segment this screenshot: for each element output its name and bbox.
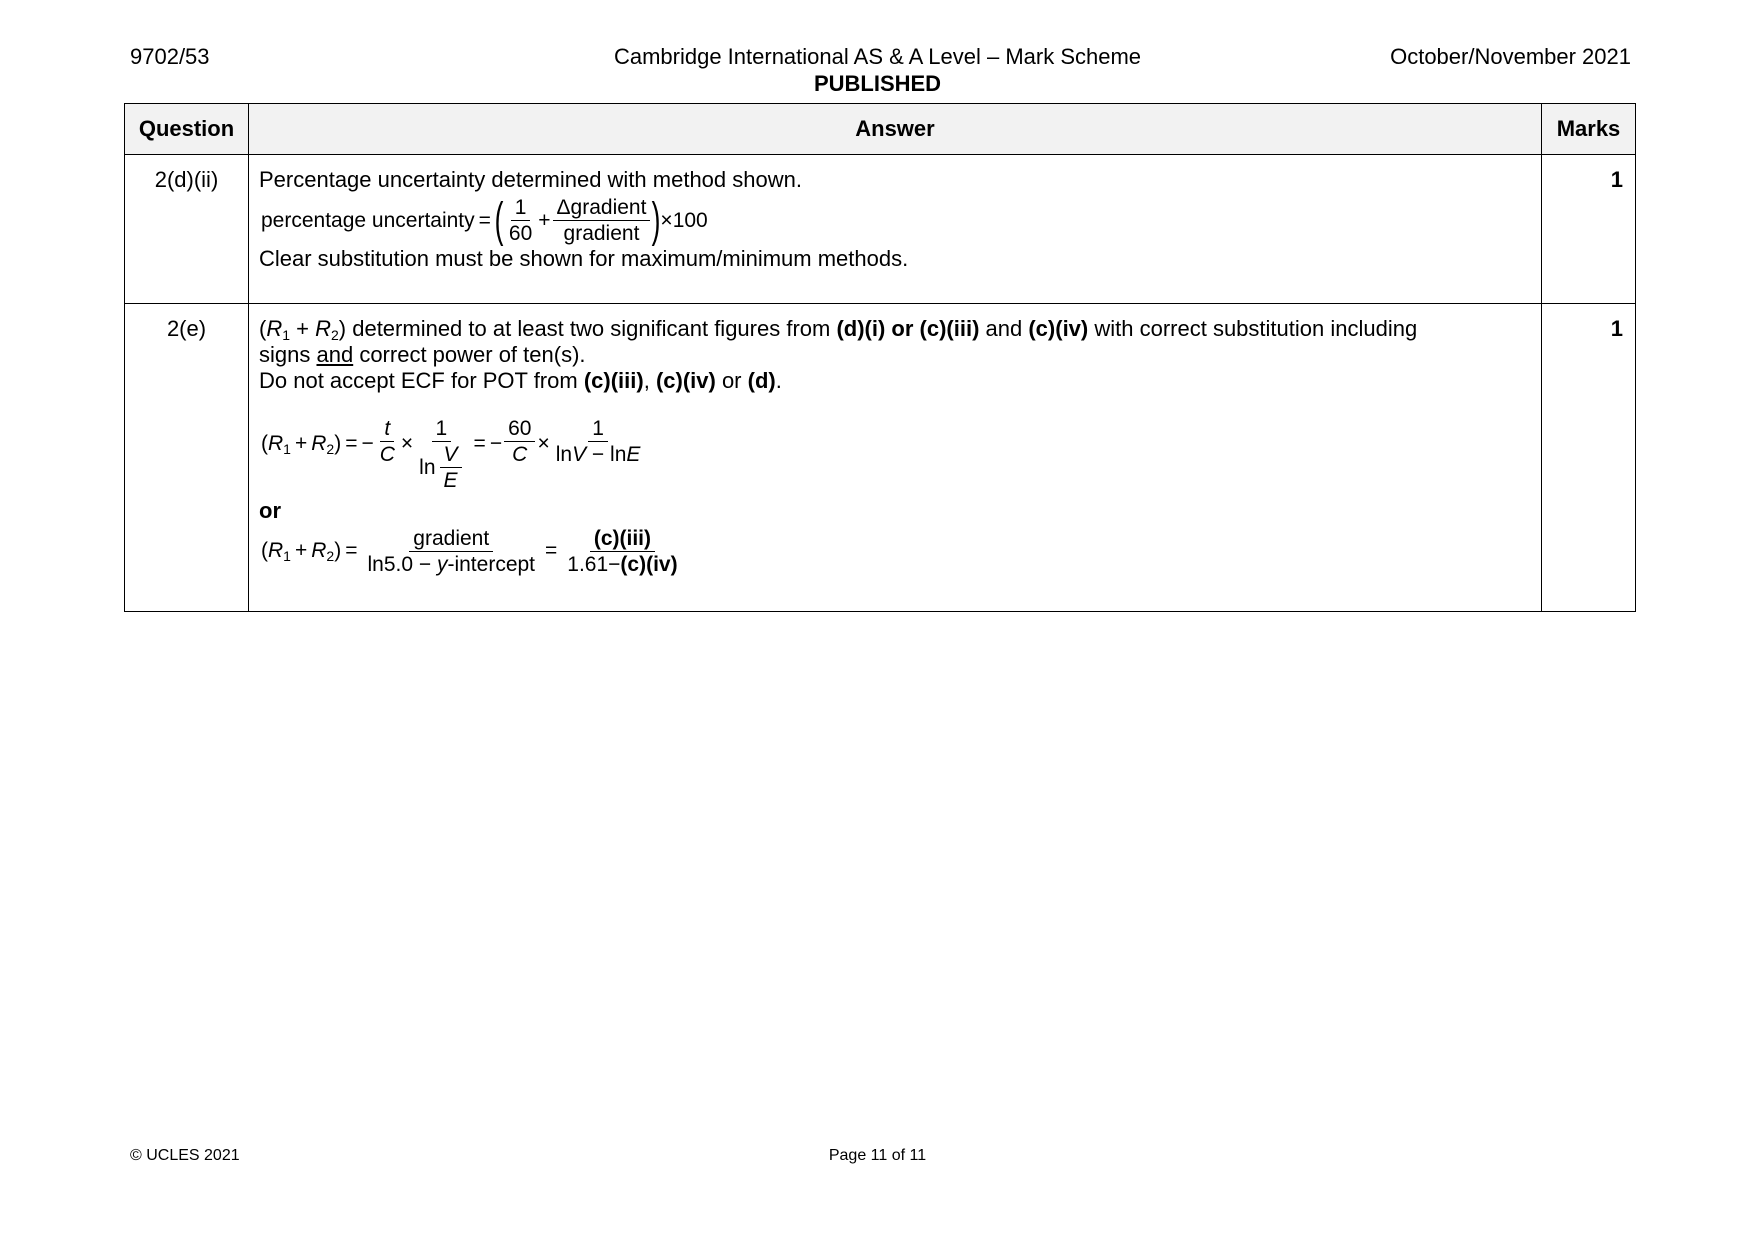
marks-value: 1 [1542, 155, 1636, 304]
or-label: or [259, 497, 281, 523]
fraction [553, 195, 651, 246]
fraction [505, 195, 536, 246]
table-header-row [125, 104, 1636, 155]
document-title: Cambridge International AS & A Level – Mark Scheme [613, 44, 1142, 69]
exam-session: October/November 2021 [1390, 44, 1631, 69]
formula: $(R_1 + R_2)$ = $\frac{\text{gradient}}{\text{ln5.0 − y-intercept}}$ = $\frac{\text{(c)(iii)}}{1.61-(c)(iv)}$ [261, 526, 1531, 577]
paper-code: 9702/53 [130, 44, 210, 69]
times-sign: × [660, 208, 673, 232]
left-paren: ( [494, 193, 504, 247]
answer-cell [249, 304, 1542, 612]
answer-column-header: Answer [249, 104, 1542, 155]
question-number: 2(e) [125, 304, 249, 612]
fraction: $\frac{t}{C}$ [379, 417, 395, 467]
table-row [125, 155, 1636, 304]
mark-scheme-table [124, 103, 1636, 612]
right-paren: ) [652, 193, 661, 247]
fraction: $\frac{1}{\ln V - \ln E}$ [555, 417, 641, 467]
denominator: gradient [563, 222, 640, 246]
numerator: 1 [511, 195, 531, 221]
published-label: PUBLISHED [813, 71, 942, 96]
answer-cell [249, 155, 1542, 304]
question-number: 2(d)(ii) [125, 155, 249, 304]
constant: 100 [672, 208, 708, 232]
page-number: Page 11 of 11 [828, 1147, 927, 1164]
answer-text: $(R_1 + R_2)$ determined to at least two significant figures from (d)(i) or (c)(iii) and (c)(iv) with correct substitution including [259, 316, 1418, 343]
question-column-header: Question [125, 104, 249, 155]
plus-sign: + [538, 208, 551, 232]
formula-label: percentage uncertainty [261, 208, 475, 232]
answer-note: Clear substitution must be shown for maximum/minimum methods. [259, 246, 909, 272]
formula: $(R_1 + R_2)$ = − $\frac{t}{C}$ × 1 ln $\frac{V}{E}$ = − $\frac{60}{C}$ × $\frac{1}{\ln V - \ln E}$ [261, 416, 1531, 494]
answer-text: signs and correct power of ten(s). [259, 342, 586, 367]
marks-column-header: Marks [1542, 104, 1636, 155]
fraction: 1 ln $\frac{V}{E}$ [415, 416, 467, 494]
fraction: $\frac{60}{C}$ [504, 416, 535, 467]
fraction: $\frac{\text{(c)(iii)}}{1.61-(c)(iv)}$ [567, 526, 678, 576]
equals-sign: = [478, 208, 491, 232]
fraction: $\frac{\text{gradient}}{\text{ln5.0 − y-intercept}}$ [367, 526, 536, 576]
marks-value: 1 [1542, 304, 1636, 612]
numerator: Δgradient [553, 195, 651, 221]
table-row [125, 304, 1636, 612]
formula [261, 195, 1531, 246]
denominator: 60 [508, 222, 533, 246]
answer-note: Do not accept ECF for POT from (c)(iii), (c)(iv) or (d). [259, 368, 782, 393]
answer-text: Percentage uncertainty determined with method shown. [259, 167, 802, 192]
copyright-notice: © UCLES 2021 [130, 1147, 240, 1164]
